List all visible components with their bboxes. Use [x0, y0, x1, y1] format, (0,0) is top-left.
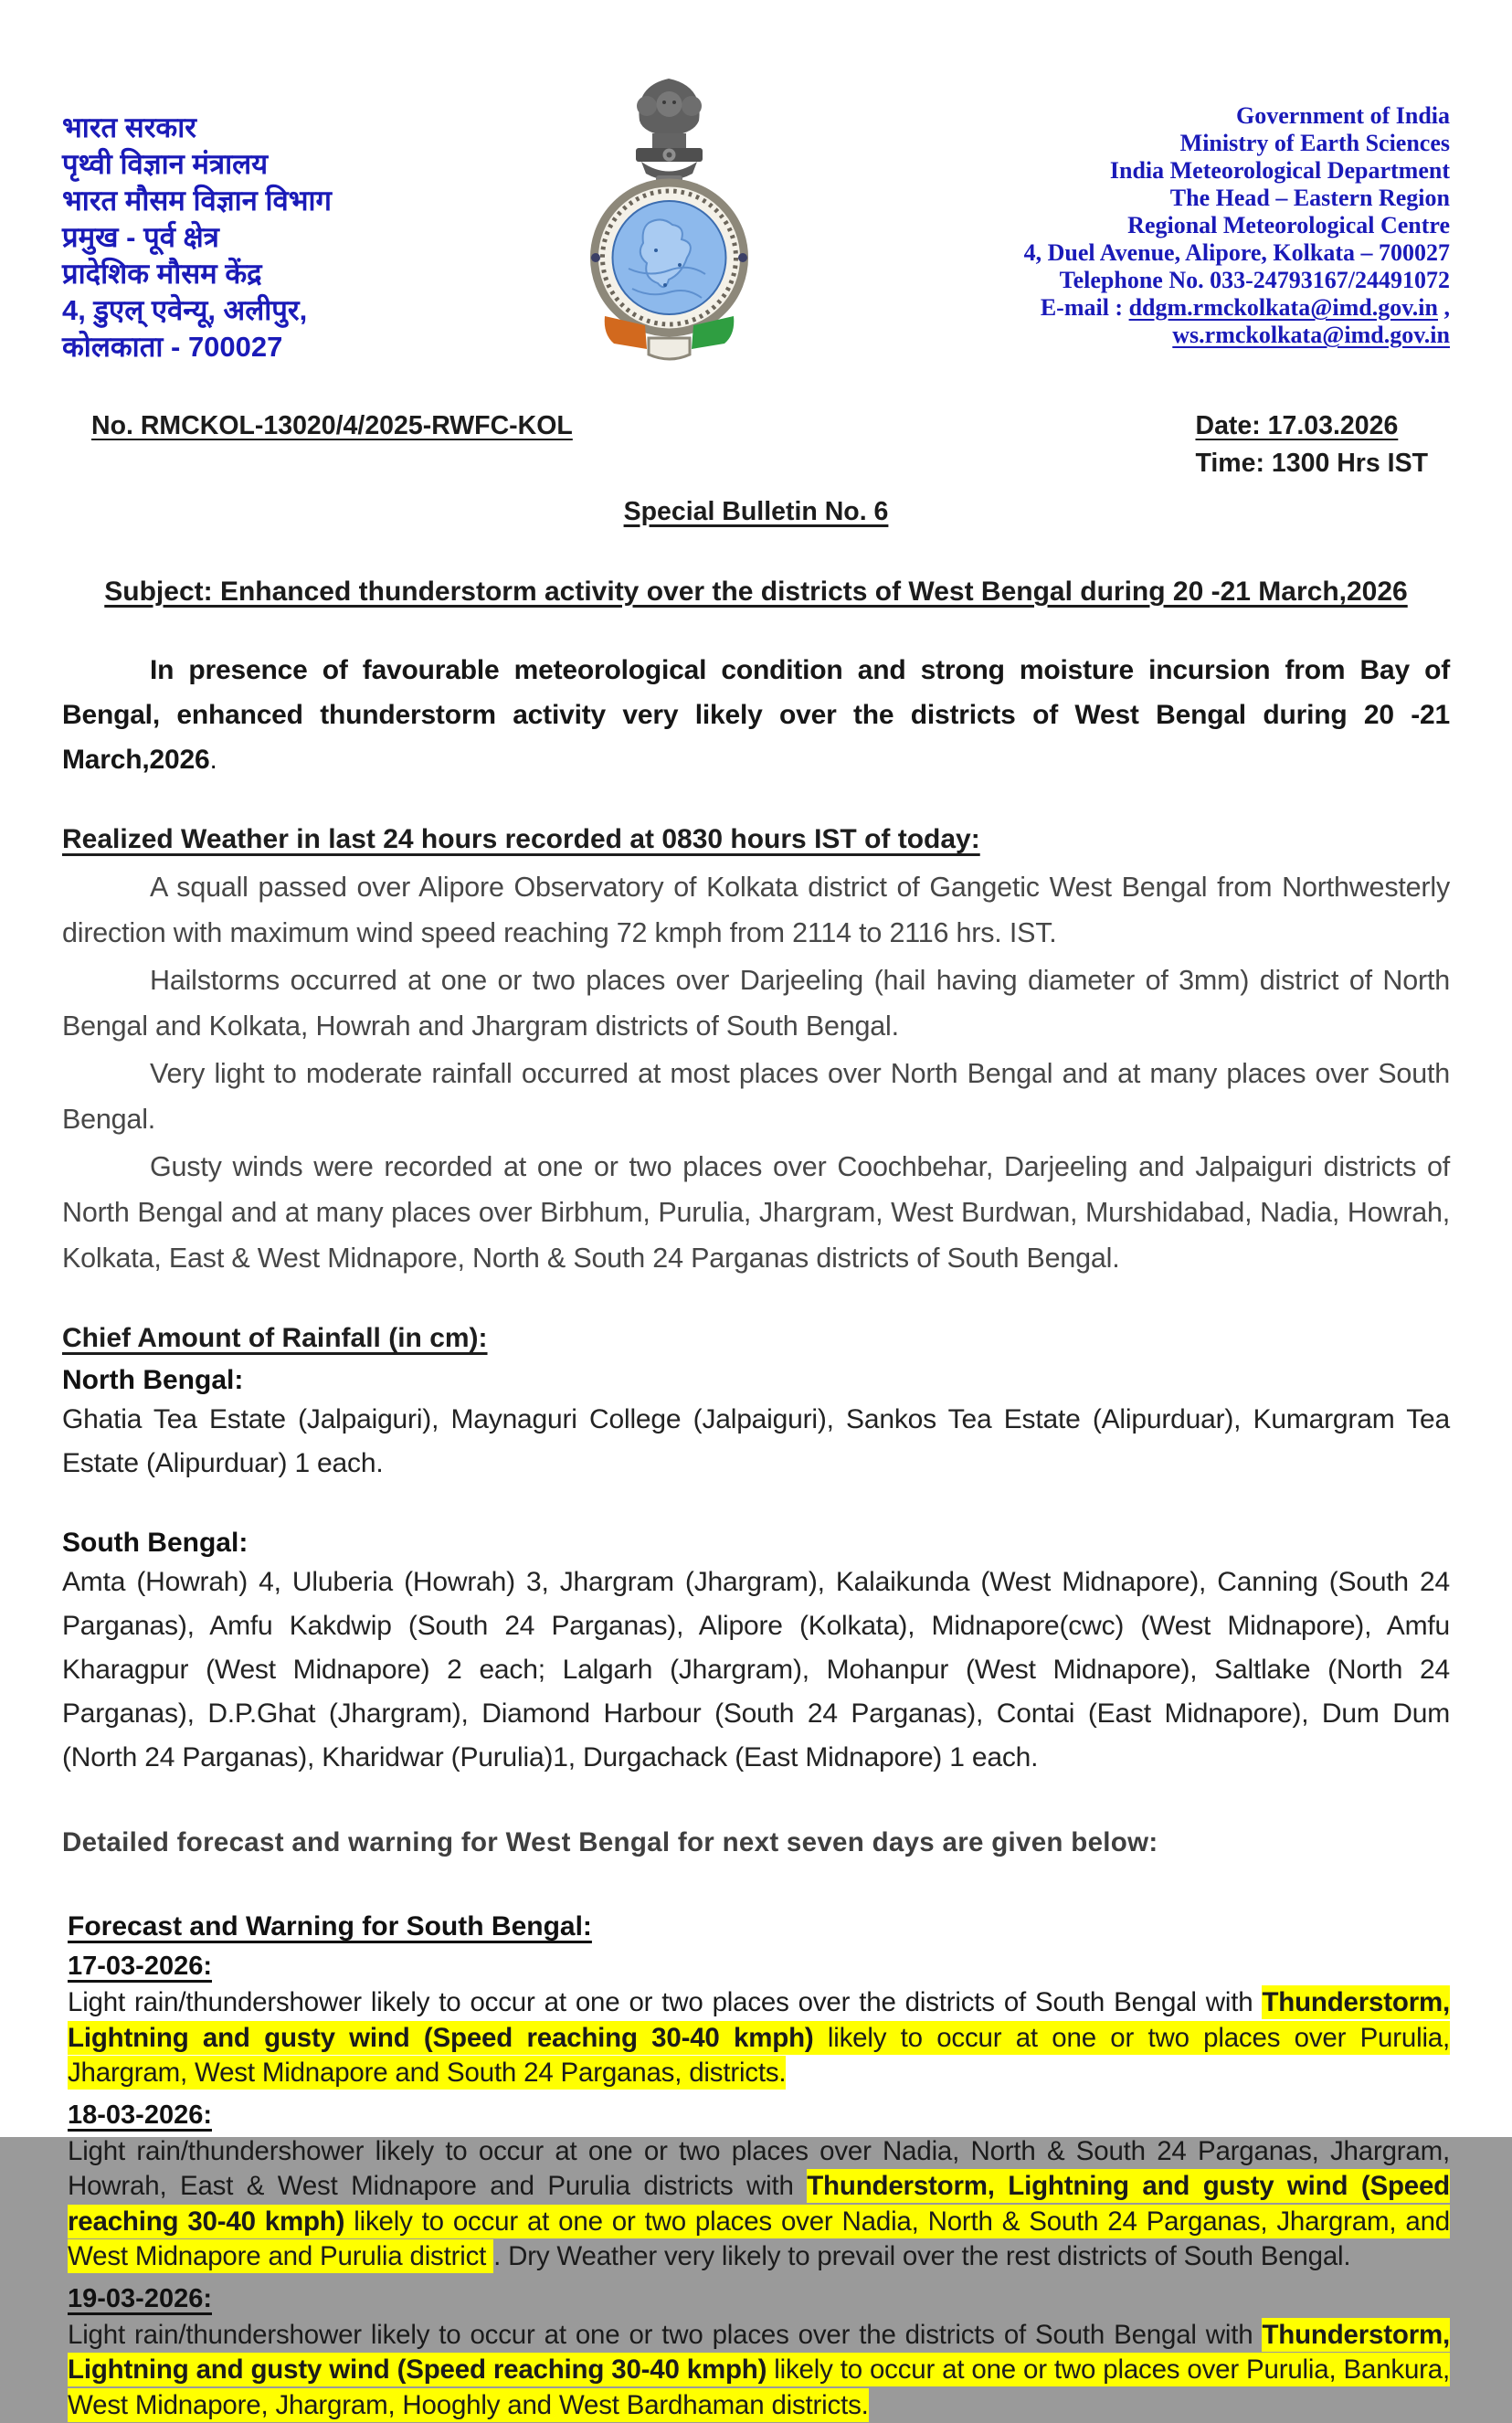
forecast-text: Light rain/thundershower likely to occur at one or two places over the districts of South Bengal with Thunderstorm, Lightning and gusty wind (Speed reaching 30-40 kmph) likely to occur at one or two places over Purulia, Jhargram, West Midnapore and South 24 Parganas, districts. [62, 1985, 1450, 2091]
email-label: E-mail : [1041, 294, 1129, 321]
email-line-primary [847, 294, 1450, 322]
english-line: Regional Meteorological Centre [847, 212, 1450, 239]
english-line: Ministry of Earth Sciences [847, 130, 1450, 157]
south-bengal-rainfall: Amta (Howrah) 4, Uluberia (Howrah) 3, Jhargram (Jhargram), Kalaikunda (West Midnapore), Canning (South 24 Parganas), Amfu Kakdwip (South 24 Parganas), Alipore (Kolkata), Midnapore(cwc) (West Midnapore), Amfu Kharagpur (West Midnapore) 2 each; Lalgarh (Jhargram), Mohanpur (West Midnapore), Saltlake (North 24 Parganas), D.P.Ghat (Jhargram), Diamond Harbour (South 24 Parganas), Contai (East Midnapore), Dum Dum (North 24 Parganas), Kharidwar (Purulia)1, Durgachack (East Midnapore) 1 each. [62, 1561, 1450, 1780]
letterhead [0, 0, 1512, 365]
forecast-south-bengal-heading: Forecast and Warning for South Bengal: [62, 1911, 1450, 1942]
forecast-day-block [62, 2284, 1450, 2423]
reference-number: No. RMCKOL-13020/4/2025-RWFC-KOL [91, 411, 573, 441]
realized-paragraph: Hailstorms occurred at one or two places over Darjeeling (hail having diameter of 3mm) district of North Bengal and Kolkata, Howrah and Jhargram districts of South Bengal. [62, 958, 1450, 1049]
hindi-line: भारत सरकार [62, 110, 492, 146]
date-time-block [1195, 411, 1428, 479]
english-line: Telephone No. 033-24793167/24491072 [847, 267, 1450, 294]
realized-paragraph: A squall passed over Alipore Observatory of Kolkata district of Gangetic West Bengal from Northwesterly direction with maximum wind speed reaching 72 kmph from 2114 to 2116 hrs. IST. [62, 864, 1450, 956]
emblem-globe-icon [613, 201, 726, 314]
realized-weather-section [62, 864, 1450, 1281]
forecast-text: Light rain/thundershower likely to occur at one or two places over Nadia, North & South 24 Parganas, Jhargram, Howrah, East & West Midnapore and Purulia districts with Thunderstorm, Lightning and gusty wind (Speed reaching 30-40 kmph) likely to occur at one or two places over Nadia, North & South 24 Parganas, Jhargram, and West Midnapore and Purulia district . Dry Weather very likely to prevail over the rest districts of South Bengal. [62, 2134, 1450, 2275]
north-bengal-rainfall: Ghatia Tea Estate (Jalpaiguri), Maynaguri College (Jalpaiguri), Sankos Tea Estate (Alipurduar), Kumargram Tea Estate (Alipurduar) 1 each. [62, 1398, 1450, 1486]
english-line: 4, Duel Avenue, Alipore, Kolkata – 700027 [847, 239, 1450, 267]
forecast-day-block [62, 1952, 1450, 2091]
letterhead-english-block [847, 102, 1450, 349]
imd-emblem-logo [585, 68, 754, 360]
hindi-line: पृथ्वी विज्ञान मंत्रालय [62, 146, 492, 183]
imd-logo-container [492, 62, 847, 360]
email-link-secondary[interactable]: ws.rmckolkata@imd.gov.in [1172, 322, 1450, 348]
date-value: Date: 17.03.2026 [1195, 411, 1398, 441]
north-bengal-label: North Bengal: [62, 1365, 1450, 1396]
forecast-date: 17-03-2026: [62, 1952, 1450, 1982]
intro-paragraph: In presence of favourable meteorological condition and strong moisture incursion from Bay of Bengal, enhanced thunderstorm activity very likely over the districts of West Bengal during 20 -21 March,2026. [62, 648, 1450, 782]
hindi-line: भारत मौसम विज्ञान विभाग [62, 183, 492, 219]
forecast-date: 19-03-2026: [62, 2284, 1450, 2314]
english-line: India Meteorological Department [847, 157, 1450, 185]
email-line-secondary [847, 322, 1450, 349]
subject-line: Subject: Enhanced thunderstorm activity over the districts of West Bengal during 20 -21 March,2026 [0, 577, 1512, 608]
forecast-lead: Detailed forecast and warning for West Bengal for next seven days are given below: [62, 1827, 1450, 1858]
ashoka-lion-icon [636, 79, 703, 183]
bulletin-title: Special Bulletin No. 6 [0, 497, 1512, 527]
realized-paragraph: Very light to moderate rainfall occurred at most places over North Bengal and at many places over South Bengal. [62, 1051, 1450, 1142]
time-value: Time: 1300 Hrs IST [1195, 449, 1428, 479]
south-bengal-label: South Bengal: [62, 1528, 1450, 1559]
email-separator: , [1438, 294, 1450, 321]
realized-weather-heading: Realized Weather in last 24 hours recorded at 0830 hours IST of today: [62, 824, 1450, 855]
ring-right-dot [738, 253, 747, 262]
forecast-date: 18-03-2026: [62, 2100, 1450, 2131]
letterhead-hindi-block [62, 110, 492, 365]
reference-row [0, 411, 1512, 479]
rainfall-heading: Chief Amount of Rainfall (in cm): [62, 1323, 1450, 1354]
english-line: The Head – Eastern Region [847, 185, 1450, 212]
hindi-line: प्रादेशिक मौसम केंद्र [62, 256, 492, 292]
hindi-line: कोलकाता - 700027 [62, 329, 492, 365]
forecast-day-block [62, 2100, 1450, 2275]
hindi-line: 4, डुएल् एवेन्यू, अलीपुर, [62, 292, 492, 329]
ring-left-dot [591, 253, 600, 262]
realized-paragraph: Gusty winds were recorded at one or two places over Coochbehar, Darjeeling and Jalpaiguri districts of North Bengal and at many places over Birbhum, Purulia, Jhargram, West Burdwan, Murshidabad, Nadia, Howrah, Kolkata, East & West Midnapore, North & South 24 Parganas districts of South Bengal. [62, 1144, 1450, 1281]
english-line: Government of India [847, 102, 1450, 130]
ribbon-banner [649, 338, 690, 359]
hindi-line: प्रमुख - पूर्व क्षेत्र [62, 219, 492, 256]
email-link-primary[interactable]: ddgm.rmckolkata@imd.gov.in [1129, 294, 1438, 321]
forecast-text: Light rain/thundershower likely to occur at one or two places over the districts of South Bengal with Thunderstorm, Lightning and gusty wind (Speed reaching 30-40 kmph) likely to occur at one or two places over Purulia, Bankura, West Midnapore, Jhargram, Hooghly and West Bardhaman districts. [62, 2318, 1450, 2423]
